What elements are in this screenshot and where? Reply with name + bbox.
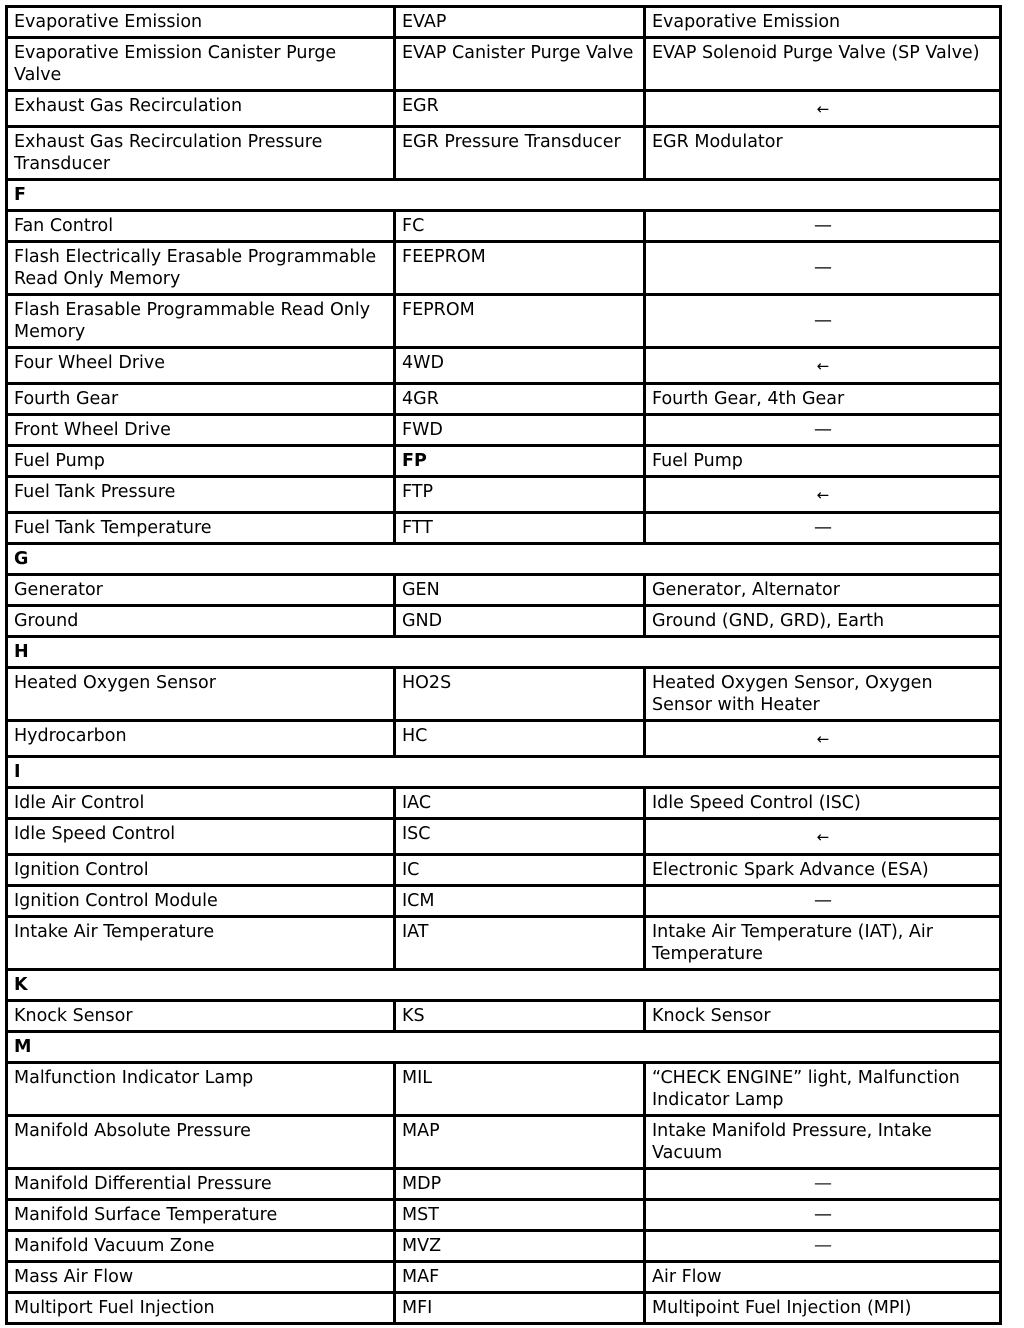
table-row	[7, 91, 1001, 127]
acronym-cell: MDP	[395, 1169, 645, 1200]
acronym-cell: FTP	[395, 477, 645, 513]
table-row	[7, 606, 1001, 637]
term-cell: Intake Air Temperature	[7, 917, 395, 970]
acronym-cell: 4WD	[395, 348, 645, 384]
acronym-cell: FWD	[395, 415, 645, 446]
abbreviations-table	[5, 5, 1002, 1325]
alternate-term-cell: Ground (GND, GRD), Earth	[645, 606, 1001, 637]
same-as-left-arrow: ←	[645, 348, 1001, 384]
alternate-term-cell: Multipoint Fuel Injection (MPI)	[645, 1293, 1001, 1324]
table-row	[7, 295, 1001, 348]
term-cell: Manifold Differential Pressure	[7, 1169, 395, 1200]
term-cell: Flash Erasable Programmable Read Only Memory	[7, 295, 395, 348]
term-cell: Ground	[7, 606, 395, 637]
term-cell: Multiport Fuel Injection	[7, 1293, 395, 1324]
table-body	[7, 7, 1001, 1324]
table-row	[7, 1001, 1001, 1032]
alternate-term-cell: Electronic Spark Advance (ESA)	[645, 855, 1001, 886]
acronym-cell: KS	[395, 1001, 645, 1032]
section-letter: K	[7, 970, 1001, 1001]
term-cell: Manifold Vacuum Zone	[7, 1231, 395, 1262]
alternate-term-cell: Knock Sensor	[645, 1001, 1001, 1032]
table-row	[7, 917, 1001, 970]
term-cell: Ignition Control Module	[7, 886, 395, 917]
term-cell: Hydrocarbon	[7, 721, 395, 757]
table-row	[7, 348, 1001, 384]
term-cell: Fuel Pump	[7, 446, 395, 477]
term-cell: Ignition Control	[7, 855, 395, 886]
table-row	[7, 38, 1001, 91]
term-cell: Heated Oxygen Sensor	[7, 668, 395, 721]
table-row	[7, 446, 1001, 477]
acronym-cell: MIL	[395, 1063, 645, 1116]
section-header-row	[7, 180, 1001, 211]
table-row	[7, 1063, 1001, 1116]
table-row	[7, 477, 1001, 513]
acronym-cell: FC	[395, 211, 645, 242]
alternate-term-cell: Fourth Gear, 4th Gear	[645, 384, 1001, 415]
table-row	[7, 211, 1001, 242]
term-cell: Evaporative Emission Canister Purge Valve	[7, 38, 395, 91]
acronym-cell: EGR Pressure Transducer	[395, 127, 645, 180]
table-row	[7, 1293, 1001, 1324]
section-header-row	[7, 970, 1001, 1001]
term-cell: Flash Electrically Erasable Programmable Read Only Memory	[7, 242, 395, 295]
alternate-term-cell: EVAP Solenoid Purge Valve (SP Valve)	[645, 38, 1001, 91]
table-row	[7, 721, 1001, 757]
term-cell: Manifold Surface Temperature	[7, 1200, 395, 1231]
acronym-cell: MFI	[395, 1293, 645, 1324]
not-applicable-dash: —	[645, 211, 1001, 242]
term-cell: Exhaust Gas Recirculation Pressure Transducer	[7, 127, 395, 180]
term-cell: Mass Air Flow	[7, 1262, 395, 1293]
section-header-row	[7, 544, 1001, 575]
table-row	[7, 1169, 1001, 1200]
section-letter: M	[7, 1032, 1001, 1063]
term-cell: Knock Sensor	[7, 1001, 395, 1032]
section-letter: F	[7, 180, 1001, 211]
acronym-cell: 4GR	[395, 384, 645, 415]
term-cell: Fuel Tank Temperature	[7, 513, 395, 544]
table-row	[7, 819, 1001, 855]
table-row	[7, 415, 1001, 446]
section-header-row	[7, 1032, 1001, 1063]
section-letter: G	[7, 544, 1001, 575]
acronym-cell: ISC	[395, 819, 645, 855]
not-applicable-dash: —	[645, 886, 1001, 917]
table-row	[7, 575, 1001, 606]
alternate-term-cell: Evaporative Emission	[645, 7, 1001, 38]
acronym-cell: EVAP	[395, 7, 645, 38]
not-applicable-dash: —	[645, 513, 1001, 544]
alternate-term-cell: EGR Modulator	[645, 127, 1001, 180]
table-row	[7, 788, 1001, 819]
acronym-cell: MVZ	[395, 1231, 645, 1262]
term-cell: Generator	[7, 575, 395, 606]
alternate-term-cell: Fuel Pump	[645, 446, 1001, 477]
same-as-left-arrow: ←	[645, 91, 1001, 127]
acronym-cell: MAF	[395, 1262, 645, 1293]
table-row	[7, 886, 1001, 917]
term-cell: Fan Control	[7, 211, 395, 242]
acronym-cell: FEEPROM	[395, 242, 645, 295]
not-applicable-dash: —	[645, 295, 1001, 348]
term-cell: Manifold Absolute Pressure	[7, 1116, 395, 1169]
acronym-cell: IC	[395, 855, 645, 886]
section-header-row	[7, 757, 1001, 788]
alternate-term-cell: Air Flow	[645, 1262, 1001, 1293]
table-row	[7, 1200, 1001, 1231]
acronym-cell: HO2S	[395, 668, 645, 721]
table-row	[7, 7, 1001, 38]
alternate-term-cell: Heated Oxygen Sensor, Oxygen Sensor with Heater	[645, 668, 1001, 721]
acronym-cell: GND	[395, 606, 645, 637]
not-applicable-dash: —	[645, 415, 1001, 446]
section-header-row	[7, 637, 1001, 668]
table-row	[7, 513, 1001, 544]
acronym-cell: ICM	[395, 886, 645, 917]
same-as-left-arrow: ←	[645, 477, 1001, 513]
table-row	[7, 1231, 1001, 1262]
acronym-cell: IAT	[395, 917, 645, 970]
acronym-cell: GEN	[395, 575, 645, 606]
section-letter: I	[7, 757, 1001, 788]
table-row	[7, 1116, 1001, 1169]
acronym-cell: EVAP Canister Purge Valve	[395, 38, 645, 91]
acronym-cell: EGR	[395, 91, 645, 127]
not-applicable-dash: —	[645, 242, 1001, 295]
table-row	[7, 668, 1001, 721]
acronym-cell: IAC	[395, 788, 645, 819]
acronym-cell: FEPROM	[395, 295, 645, 348]
table-row	[7, 127, 1001, 180]
acronym-cell: MST	[395, 1200, 645, 1231]
alternate-term-cell: Idle Speed Control (ISC)	[645, 788, 1001, 819]
acronym-cell: HC	[395, 721, 645, 757]
term-cell: Front Wheel Drive	[7, 415, 395, 446]
term-cell: Evaporative Emission	[7, 7, 395, 38]
table-row	[7, 1262, 1001, 1293]
alternate-term-cell: Generator, Alternator	[645, 575, 1001, 606]
not-applicable-dash: —	[645, 1200, 1001, 1231]
section-letter: H	[7, 637, 1001, 668]
term-cell: Four Wheel Drive	[7, 348, 395, 384]
same-as-left-arrow: ←	[645, 721, 1001, 757]
term-cell: Idle Air Control	[7, 788, 395, 819]
not-applicable-dash: —	[645, 1169, 1001, 1200]
acronym-cell: MAP	[395, 1116, 645, 1169]
acronym-cell: FTT	[395, 513, 645, 544]
same-as-left-arrow: ←	[645, 819, 1001, 855]
term-cell: Fuel Tank Pressure	[7, 477, 395, 513]
alternate-term-cell: “CHECK ENGINE” light, Malfunction Indicator Lamp	[645, 1063, 1001, 1116]
alternate-term-cell: Intake Air Temperature (IAT), Air Temperature	[645, 917, 1001, 970]
term-cell: Idle Speed Control	[7, 819, 395, 855]
term-cell: Fourth Gear	[7, 384, 395, 415]
table-row	[7, 384, 1001, 415]
acronym-cell: FP	[395, 446, 645, 477]
table-row	[7, 242, 1001, 295]
not-applicable-dash: —	[645, 1231, 1001, 1262]
alternate-term-cell: Intake Manifold Pressure, Intake Vacuum	[645, 1116, 1001, 1169]
term-cell: Malfunction Indicator Lamp	[7, 1063, 395, 1116]
table-row	[7, 855, 1001, 886]
term-cell: Exhaust Gas Recirculation	[7, 91, 395, 127]
